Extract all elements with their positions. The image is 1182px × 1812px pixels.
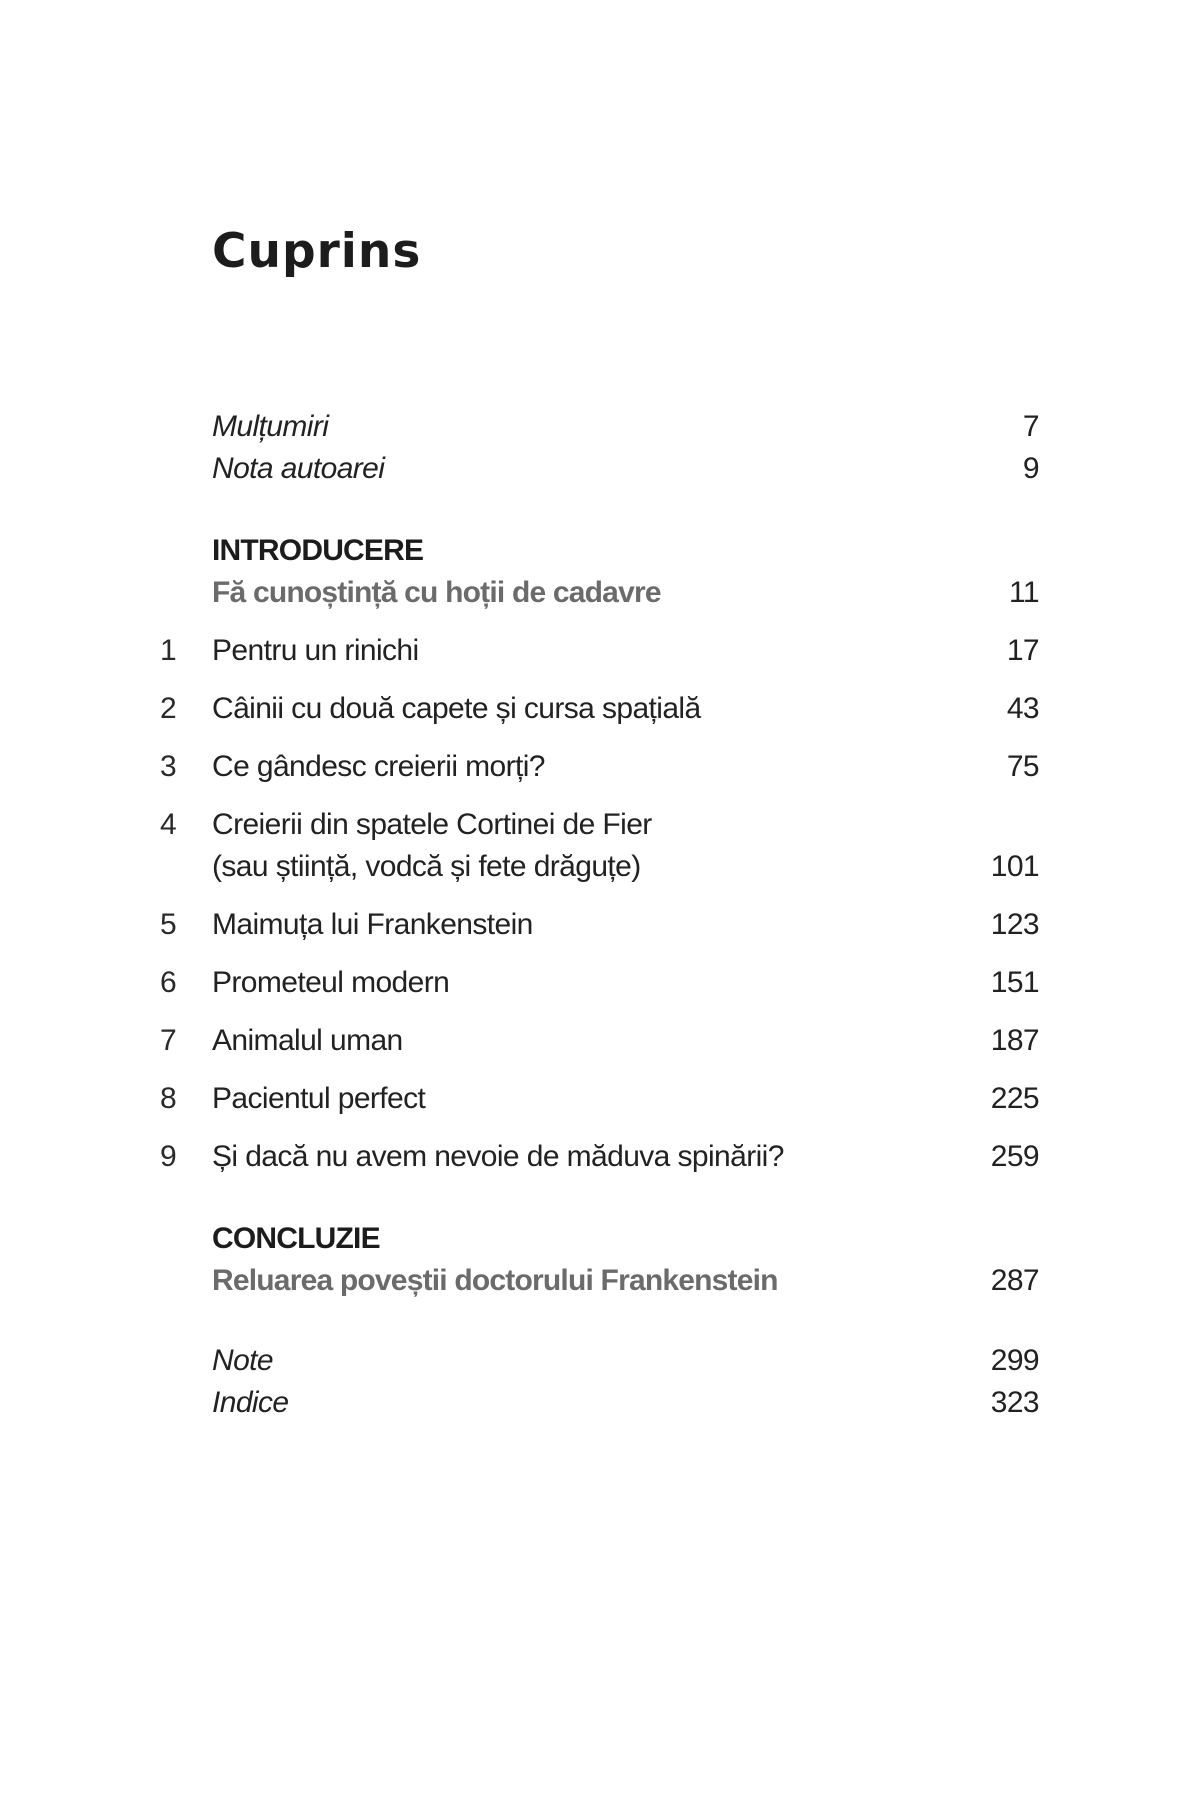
chapter-title: Creierii din spatele Cortinei de Fier: [212, 808, 652, 841]
chapter-number: 1: [160, 634, 177, 667]
toc-entry-title: Indice: [212, 1386, 289, 1419]
toc-entry-chapter-3[interactable]: [0, 746, 1182, 788]
toc-entry-conclusion[interactable]: [0, 1218, 1182, 1302]
section-subtitle: Reluarea poveștii doctorului Frankenstein: [212, 1264, 778, 1297]
toc-entry-page: 299: [990, 1344, 1039, 1377]
toc-entry-page: 75: [1006, 750, 1039, 783]
toc-entry-title: Mulțumiri: [212, 410, 329, 443]
section-label: INTRODUCERE: [212, 534, 424, 567]
chapter-title: Ce gândesc creierii morți?: [212, 750, 545, 783]
chapter-number: 9: [160, 1140, 177, 1173]
chapter-number: 4: [160, 808, 177, 841]
toc-entry-chapter-9[interactable]: [0, 1136, 1182, 1178]
toc-entry-chapter-8[interactable]: [0, 1078, 1182, 1120]
toc-entry-page: 151: [990, 966, 1039, 999]
chapter-number: 8: [160, 1082, 177, 1115]
chapter-title: Câinii cu două capete și cursa spațială: [212, 692, 701, 725]
chapter-title: Animalul uman: [212, 1024, 403, 1057]
chapter-number: 2: [160, 692, 177, 725]
page-title: Cuprins: [212, 224, 422, 279]
toc-entry-chapter-6[interactable]: [0, 962, 1182, 1004]
toc-entry-introduction[interactable]: [0, 530, 1182, 614]
toc-entry-page: 287: [990, 1264, 1039, 1297]
toc-entry-page: 11: [1009, 576, 1039, 609]
toc-entry-page: 259: [990, 1140, 1039, 1173]
toc-entry-author-note[interactable]: [0, 448, 1182, 490]
toc-entry-page: 101: [990, 850, 1039, 883]
toc-entry-page: 225: [990, 1082, 1039, 1115]
toc-entry-title: Nota autoarei: [212, 452, 385, 485]
toc-entry-page: 323: [990, 1386, 1039, 1419]
chapter-title: Și dacă nu avem nevoie de măduva spinării?: [212, 1140, 784, 1173]
toc-entry-chapter-2[interactable]: [0, 688, 1182, 730]
chapter-number: 7: [160, 1024, 177, 1057]
chapter-title: Maimuța lui Frankenstein: [212, 908, 533, 941]
toc-entry-chapter-4[interactable]: [0, 804, 1182, 888]
toc-entry-chapter-7[interactable]: [0, 1020, 1182, 1062]
chapter-number: 5: [160, 908, 177, 941]
toc-entry-page: 9: [1022, 452, 1039, 485]
chapter-title-continued: (sau știință, vodcă și fete drăguțe): [212, 850, 641, 883]
toc-entry-notes[interactable]: [0, 1340, 1182, 1382]
chapter-number: 3: [160, 750, 177, 783]
toc-entry-page: 123: [990, 908, 1039, 941]
section-label: CONCLUZIE: [212, 1222, 380, 1255]
toc-entry-page: 187: [990, 1024, 1039, 1057]
toc-entry-title: Note: [212, 1344, 273, 1377]
chapter-number: 6: [160, 966, 177, 999]
toc-entry-page: 7: [1022, 410, 1039, 443]
toc-entry-page: 43: [1006, 692, 1039, 725]
toc-entry-page: 17: [1006, 634, 1039, 667]
chapter-title: Pacientul perfect: [212, 1082, 426, 1115]
toc-entry-chapter-5[interactable]: [0, 904, 1182, 946]
toc-entry-chapter-1[interactable]: [0, 630, 1182, 672]
section-subtitle: Fă cunoștință cu hoții de cadavre: [212, 576, 661, 609]
chapter-title: Prometeul modern: [212, 966, 450, 999]
toc-entry-acknowledgements[interactable]: [0, 406, 1182, 448]
toc-entry-index[interactable]: [0, 1382, 1182, 1424]
chapter-title: Pentru un rinichi: [212, 634, 419, 667]
